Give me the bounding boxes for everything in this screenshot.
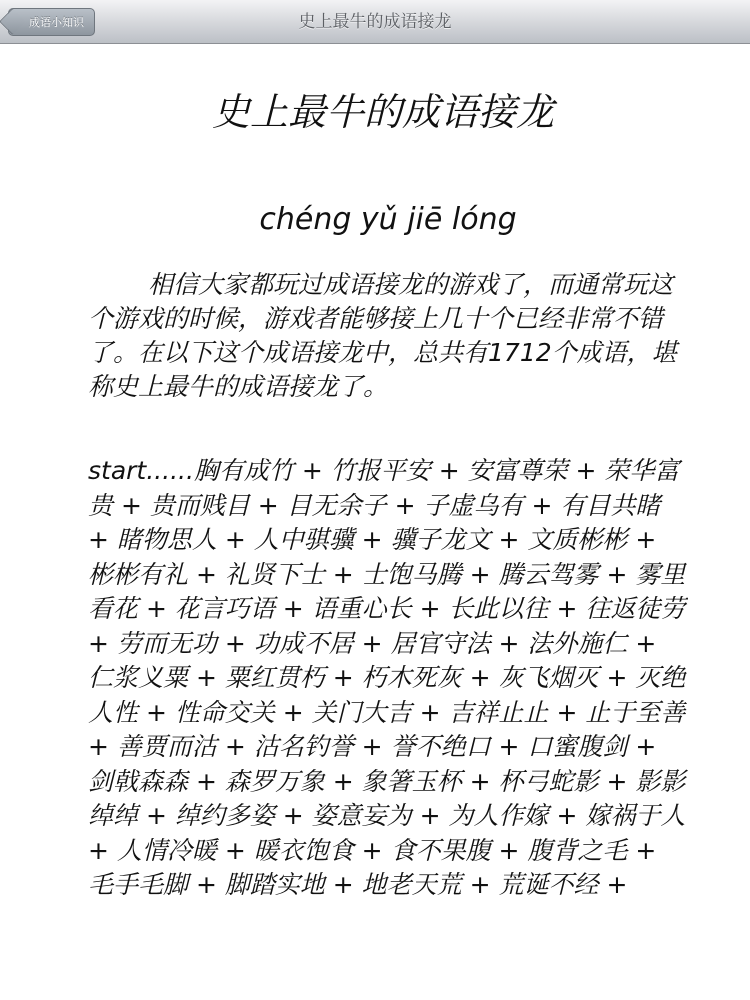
bottom-area <box>0 966 750 1000</box>
article-content[interactable] <box>88 44 688 966</box>
navigation-title: 史上最牛的成语接龙 <box>298 12 452 32</box>
idiom-chain-text: start......胸有成竹 + 竹报平安 + 安富尊荣 + 荣华富贵 + 贵而贱目 + 目无余子 + 子虚乌有 + 有目共睹 + 睹物思人 + 人中骐骥 + 骥子龙文 + 文质彬彬 + 彬彬有礼 + 礼贤下士 + 士饱马腾 + 腾云驾雾 + 雾里看花 + 花言巧语 + 语重心长 + 长此以往 + 往返徒劳 + 劳而无功 + 功成不居 + 居官守法 + 法外施仁 + 仁浆义粟 + 粟红贯朽 + 朽木死灰 + 灰飞烟灭 + 灭绝人性 + 性命交关 + 关门大吉 + 吉祥止止 + 止于至善 + 善贾而沽 + 沽名钓誉 + 誉不绝口 + 口蜜腹剑 + 剑戟森森 + 森罗万象 + 象箸玉杯 + 杯弓蛇影 + 影影绰绰 + 绰约多姿 + 姿意妄为 + 为人作嫁 + 嫁祸于人 + 人情冷暖 + 暖衣饱食 + 食不果腹 + 腹背之毛 + 毛手毛脚 + 脚踏实地 + 地老天荒 + 荒诞不经 + <box>88 456 686 899</box>
article-intro: 相信大家都玩过成语接龙的游戏了，而通常玩这个游戏的时候，游戏者能够接上几十个已经非常不错了。在以下这个成语接龙中，总共有1712个成语，堪称史上最牛的成语接龙了。 <box>88 270 677 401</box>
article-title: 史上最牛的成语接龙 <box>211 90 554 134</box>
back-arrow-icon <box>0 8 26 35</box>
navigation-bar <box>0 0 750 44</box>
back-button-label: 成语小知识 <box>29 16 84 29</box>
back-button[interactable] <box>8 8 95 36</box>
article-pinyin: chéng yǔ jiē lóng <box>259 202 517 237</box>
